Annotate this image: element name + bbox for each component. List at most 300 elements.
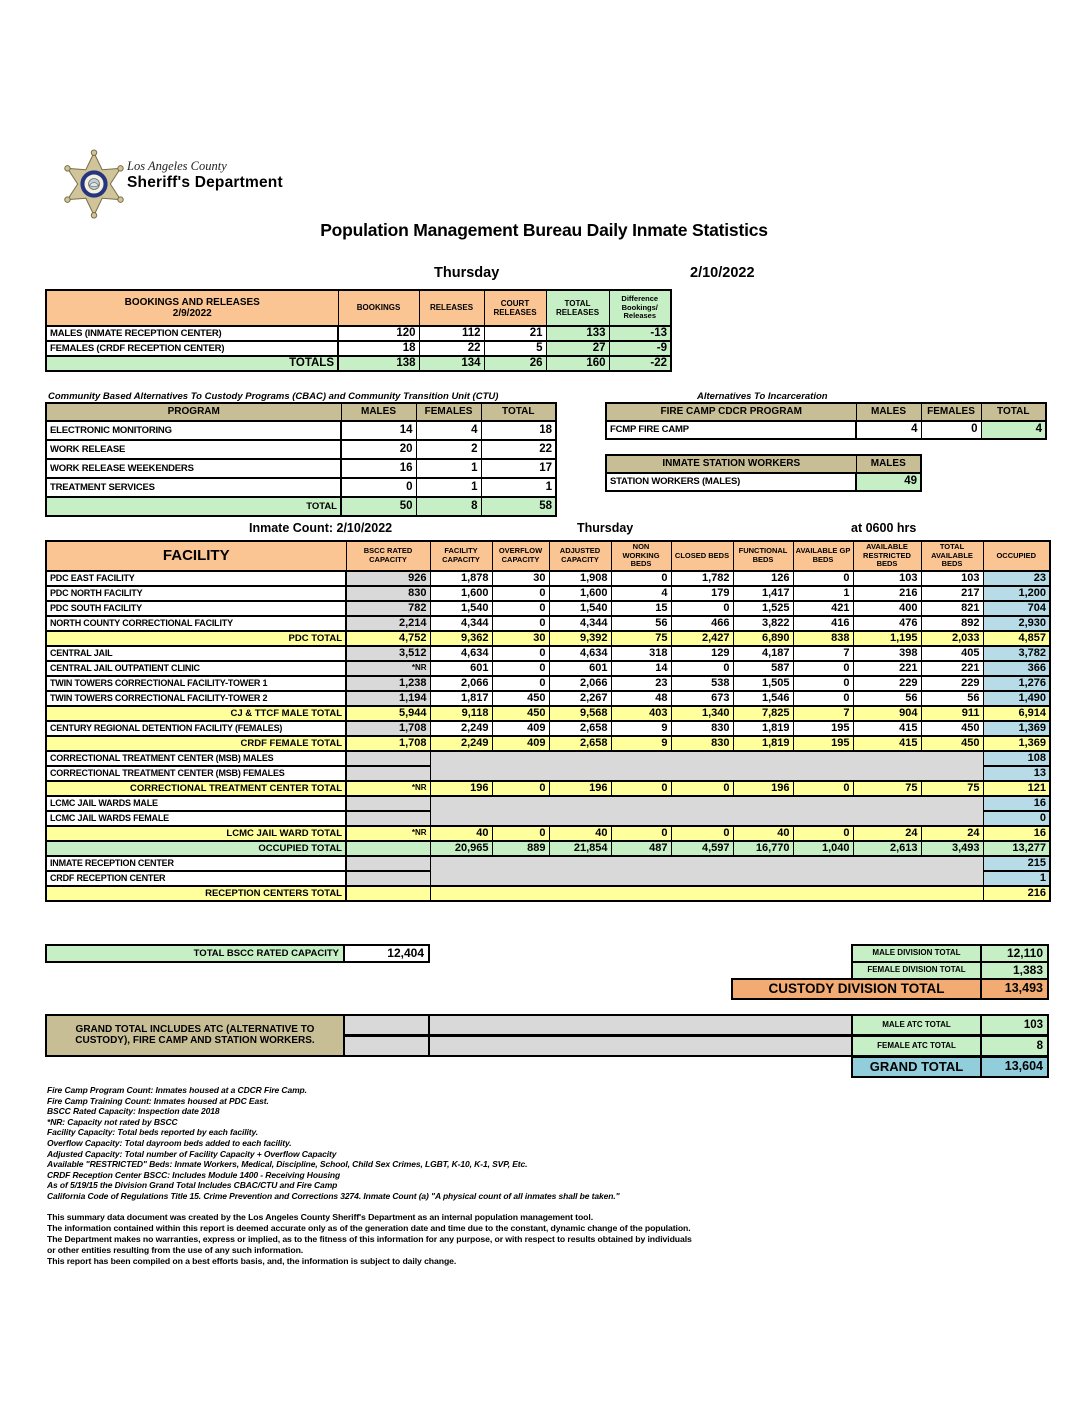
column-header: FACILITY CAPACITY bbox=[430, 541, 492, 571]
cell: 229 bbox=[921, 676, 983, 691]
cell: 133 bbox=[546, 326, 609, 341]
cell: 22 bbox=[419, 341, 484, 356]
cell: 108 bbox=[983, 751, 1050, 766]
row-label: CORRECTIONAL TREATMENT CENTER TOTAL bbox=[46, 781, 346, 796]
table-row bbox=[46, 646, 1050, 661]
row-label: CRDF RECEPTION CENTER bbox=[46, 871, 346, 886]
table-row bbox=[46, 661, 1050, 676]
female-division-total-value: 1,383 bbox=[980, 961, 1049, 980]
cell: 0 bbox=[492, 586, 549, 601]
row-label: FCMP FIRE CAMP bbox=[606, 421, 856, 439]
cell: 75 bbox=[921, 781, 983, 796]
table-row bbox=[606, 473, 921, 491]
row-label: CENTRAL JAIL OUTPATIENT CLINIC bbox=[46, 661, 346, 676]
cell: 195 bbox=[793, 736, 853, 751]
table-row bbox=[606, 421, 1046, 439]
column-header: AVAILABLE GP BEDS bbox=[793, 541, 853, 571]
cell: 5,944 bbox=[346, 706, 430, 721]
inmate-count-weekday: Thursday bbox=[577, 521, 634, 535]
table-row bbox=[46, 856, 1050, 871]
cbac-table bbox=[45, 402, 557, 517]
cell: 8 bbox=[416, 497, 481, 516]
female-atc-total-label: FEMALE ATC TOTAL bbox=[851, 1035, 982, 1057]
cell: 3,512 bbox=[346, 646, 430, 661]
table-row bbox=[46, 751, 1050, 766]
cell: -13 bbox=[609, 326, 671, 341]
cell: 1,340 bbox=[671, 706, 733, 721]
cell: 9,392 bbox=[549, 631, 611, 646]
cell: 538 bbox=[671, 676, 733, 691]
cell: 5 bbox=[484, 341, 546, 356]
table-row bbox=[46, 341, 671, 356]
text-line: Overflow Capacity: Total dayroom beds added to each facility. bbox=[47, 1137, 292, 1148]
column-header: OCCUPIED bbox=[983, 541, 1050, 571]
page-title: Population Management Bureau Daily Inmate Statistics bbox=[320, 220, 768, 240]
cell: 2,249 bbox=[430, 721, 492, 736]
cell: 4 bbox=[416, 421, 481, 440]
row-label: STATION WORKERS (MALES) bbox=[606, 473, 856, 491]
cell: 1,708 bbox=[346, 736, 430, 751]
cell bbox=[346, 766, 430, 781]
column-header: FIRE CAMP CDCR PROGRAM bbox=[606, 403, 856, 421]
cell: 0 bbox=[671, 601, 733, 616]
cell: 450 bbox=[492, 691, 549, 706]
cbac-section-title: Community Based Alternatives To Custody Programs (CBAC) and Community Transition Unit (CTU) bbox=[48, 391, 499, 402]
cell: 2,267 bbox=[549, 691, 611, 706]
cell: 126 bbox=[733, 571, 793, 586]
total-bscc-capacity-value: 12,404 bbox=[343, 944, 430, 963]
cell: 1,878 bbox=[430, 571, 492, 586]
cell: 216 bbox=[853, 586, 921, 601]
facility-table bbox=[45, 540, 1051, 902]
text-line: This report has been compiled on a best efforts basis, and, the information is subject to daily change. bbox=[47, 1256, 457, 1266]
cell: 14 bbox=[341, 421, 416, 440]
cell: 0 bbox=[793, 781, 853, 796]
logo-county: Los Angeles County bbox=[127, 159, 227, 173]
cell: 889 bbox=[492, 841, 549, 856]
row-label: TWIN TOWERS CORRECTIONAL FACILITY-TOWER 1 bbox=[46, 676, 346, 691]
cell: 0 bbox=[492, 676, 549, 691]
cell: 4,634 bbox=[549, 646, 611, 661]
cell: 22 bbox=[481, 440, 556, 459]
cell: 1,200 bbox=[983, 586, 1050, 601]
cell: 830 bbox=[671, 736, 733, 751]
cell: 20,965 bbox=[430, 841, 492, 856]
cell: 4,344 bbox=[430, 616, 492, 631]
cell: 179 bbox=[671, 586, 733, 601]
male-division-total-label: MALE DIVISION TOTAL bbox=[851, 944, 982, 963]
text-line: Fire Camp Training Count: Inmates housed at PDC East. bbox=[47, 1095, 269, 1106]
cell: 892 bbox=[921, 616, 983, 631]
cell: 1 bbox=[793, 586, 853, 601]
column-header: COURT RELEASES bbox=[484, 290, 546, 326]
cell: 16 bbox=[341, 459, 416, 478]
table-row bbox=[46, 478, 556, 497]
text-line: CRDF Reception Center BSCC: Includes Module 1400 - Receiving Housing bbox=[47, 1169, 341, 1180]
cell: 1,817 bbox=[430, 691, 492, 706]
cell: 120 bbox=[338, 326, 419, 341]
row-label: CENTURY REGIONAL DETENTION FACILITY (FEMALES) bbox=[46, 721, 346, 736]
cell: 27 bbox=[546, 341, 609, 356]
text-line: BSCC Rated Capacity: Inspection date 2018 bbox=[47, 1106, 220, 1117]
table-row bbox=[46, 691, 1050, 706]
cell: 926 bbox=[346, 571, 430, 586]
cell: 821 bbox=[921, 601, 983, 616]
grand-total-label: GRAND TOTAL bbox=[851, 1056, 982, 1078]
cell: 121 bbox=[983, 781, 1050, 796]
text-line: Fire Camp Program Count: Inmates housed at a CDCR Fire Camp. bbox=[47, 1085, 307, 1095]
cell: 1,819 bbox=[733, 721, 793, 736]
cell: 1,194 bbox=[346, 691, 430, 706]
column-header: FUNCTIONAL BEDS bbox=[733, 541, 793, 571]
cell: 75 bbox=[853, 781, 921, 796]
cell: 4 bbox=[981, 421, 1046, 439]
cell: 904 bbox=[853, 706, 921, 721]
column-header: FEMALES bbox=[416, 403, 481, 421]
cell: 409 bbox=[492, 736, 549, 751]
cell: 4,857 bbox=[983, 631, 1050, 646]
column-header: Difference Bookings/ Releases bbox=[609, 290, 671, 326]
table-row bbox=[46, 781, 1050, 796]
text-line: *NR: Capacity not rated by BSCC bbox=[47, 1116, 178, 1127]
cell: 0 bbox=[793, 571, 853, 586]
cell: 0 bbox=[671, 661, 733, 676]
cell: 476 bbox=[853, 616, 921, 631]
table-row bbox=[46, 421, 556, 440]
cell: 7 bbox=[793, 706, 853, 721]
table-row bbox=[46, 571, 1050, 586]
cell bbox=[430, 856, 983, 886]
logo-text bbox=[127, 160, 283, 191]
column-header: RELEASES bbox=[419, 290, 484, 326]
cell: 1,708 bbox=[346, 721, 430, 736]
cell bbox=[346, 886, 430, 901]
text-line: As of 5/19/15 the Division Grand Total Includes CBAC/CTU and Fire Camp bbox=[47, 1180, 338, 1191]
cell: 217 bbox=[921, 586, 983, 601]
cell: 221 bbox=[853, 661, 921, 676]
cell: 3,493 bbox=[921, 841, 983, 856]
cell: 415 bbox=[853, 736, 921, 751]
cell: 830 bbox=[671, 721, 733, 736]
table-row bbox=[46, 356, 671, 371]
cell: 405 bbox=[921, 646, 983, 661]
column-header: TOTAL RELEASES bbox=[546, 290, 609, 326]
cell: 2 bbox=[416, 440, 481, 459]
cell: 129 bbox=[671, 646, 733, 661]
inmate-count-label: Inmate Count: 2/10/2022 bbox=[249, 521, 393, 535]
cell: 0 bbox=[492, 646, 549, 661]
cell: 3,782 bbox=[983, 646, 1050, 661]
male-atc-total-value: 103 bbox=[980, 1014, 1049, 1036]
cell bbox=[346, 751, 430, 766]
cell: -22 bbox=[609, 356, 671, 371]
cell: 216 bbox=[983, 886, 1050, 901]
row-label: TOTALS bbox=[46, 356, 338, 371]
row-label: PDC TOTAL bbox=[46, 631, 346, 646]
cell: 4,597 bbox=[671, 841, 733, 856]
cell bbox=[346, 796, 430, 811]
cell: 30 bbox=[492, 631, 549, 646]
report-date: 2/10/2022 bbox=[690, 265, 755, 281]
column-header: CLOSED BEDS bbox=[671, 541, 733, 571]
row-label: LCMC JAIL WARDS FEMALE bbox=[46, 811, 346, 826]
cbac-header-row bbox=[46, 403, 556, 421]
cell: 0 bbox=[492, 826, 549, 841]
cell: 40 bbox=[733, 826, 793, 841]
cell: 398 bbox=[853, 646, 921, 661]
cell: 13,277 bbox=[983, 841, 1050, 856]
cell: 0 bbox=[793, 661, 853, 676]
cell bbox=[430, 796, 983, 826]
cell: 1,195 bbox=[853, 631, 921, 646]
cell: 196 bbox=[549, 781, 611, 796]
row-label: TREATMENT SERVICES bbox=[46, 478, 341, 497]
cell: 1,782 bbox=[671, 571, 733, 586]
table-row bbox=[46, 676, 1050, 691]
column-header: PROGRAM bbox=[46, 403, 341, 421]
cell: 673 bbox=[671, 691, 733, 706]
cell: 911 bbox=[921, 706, 983, 721]
cell: 160 bbox=[546, 356, 609, 371]
table-row bbox=[46, 616, 1050, 631]
cell: 7,825 bbox=[733, 706, 793, 721]
text-line: This summary data document was created by the Los Angeles County Sheriff's Department as an internal population management tool. bbox=[47, 1212, 594, 1222]
cell: 1 bbox=[416, 478, 481, 497]
empty-cell bbox=[343, 1035, 430, 1057]
cell: 4,634 bbox=[430, 646, 492, 661]
cell: 9 bbox=[611, 736, 671, 751]
cell: 416 bbox=[793, 616, 853, 631]
cell: 0 bbox=[671, 781, 733, 796]
row-label: WORK RELEASE WEEKENDERS bbox=[46, 459, 341, 478]
sheriff-star-logo bbox=[60, 147, 128, 221]
cell: 782 bbox=[346, 601, 430, 616]
text-line: California Code of Regulations Title 15. Crime Prevention and Corrections 3274. Inmate Count (a) "A physical count of all inmates shall be taken." bbox=[47, 1190, 620, 1201]
cell: 6,890 bbox=[733, 631, 793, 646]
cell: 704 bbox=[983, 601, 1050, 616]
cell: 0 bbox=[983, 811, 1050, 826]
cell: 4,187 bbox=[733, 646, 793, 661]
cell: 0 bbox=[671, 826, 733, 841]
female-division-total-label: FEMALE DIVISION TOTAL bbox=[851, 961, 982, 980]
table-row bbox=[46, 721, 1050, 736]
cell: 1,490 bbox=[983, 691, 1050, 706]
male-atc-total-label: MALE ATC TOTAL bbox=[851, 1014, 982, 1036]
cell: 2,613 bbox=[853, 841, 921, 856]
cell: 9,362 bbox=[430, 631, 492, 646]
cell: 18 bbox=[338, 341, 419, 356]
logo-department: Sheriff's Department bbox=[127, 173, 283, 191]
cell: 20 bbox=[341, 440, 416, 459]
row-label: TOTAL bbox=[46, 497, 341, 516]
cell: 421 bbox=[793, 601, 853, 616]
cell: 56 bbox=[611, 616, 671, 631]
table-row bbox=[46, 826, 1050, 841]
cell: 1,540 bbox=[549, 601, 611, 616]
cell: 0 bbox=[492, 601, 549, 616]
cell: 196 bbox=[430, 781, 492, 796]
cell: 229 bbox=[853, 676, 921, 691]
cell: 415 bbox=[853, 721, 921, 736]
bookings-header-row bbox=[46, 290, 671, 326]
cell: 400 bbox=[853, 601, 921, 616]
column-header: OVERFLOW CAPACITY bbox=[492, 541, 549, 571]
cell: 830 bbox=[346, 586, 430, 601]
cell: 138 bbox=[338, 356, 419, 371]
cell: 21,854 bbox=[549, 841, 611, 856]
cell: 1,908 bbox=[549, 571, 611, 586]
cell: 318 bbox=[611, 646, 671, 661]
cell: 487 bbox=[611, 841, 671, 856]
cell: 0 bbox=[611, 826, 671, 841]
cell: 196 bbox=[733, 781, 793, 796]
table-row bbox=[46, 586, 1050, 601]
row-label: ELECTRONIC MONITORING bbox=[46, 421, 341, 440]
cell: 7 bbox=[793, 646, 853, 661]
cell: 1 bbox=[481, 478, 556, 497]
cell: *NR bbox=[346, 781, 430, 796]
row-label: TWIN TOWERS CORRECTIONAL FACILITY-TOWER 2 bbox=[46, 691, 346, 706]
text-line: Adjusted Capacity: Total number of Facility Capacity + Overflow Capacity bbox=[47, 1148, 337, 1159]
cell bbox=[346, 856, 430, 871]
cell: 4 bbox=[611, 586, 671, 601]
grand-total-value: 13,604 bbox=[980, 1056, 1049, 1078]
empty-cell bbox=[428, 1035, 853, 1057]
cell: 450 bbox=[921, 736, 983, 751]
row-label: CRDF FEMALE TOTAL bbox=[46, 736, 346, 751]
row-label: FEMALES (CRDF RECEPTION CENTER) bbox=[46, 341, 338, 356]
column-header: MALES bbox=[341, 403, 416, 421]
cell: 4 bbox=[856, 421, 921, 439]
cell: 1,546 bbox=[733, 691, 793, 706]
cell: 1,540 bbox=[430, 601, 492, 616]
table-row bbox=[46, 601, 1050, 616]
cell: 366 bbox=[983, 661, 1050, 676]
column-header: FEMALES bbox=[921, 403, 981, 421]
cell: 1,238 bbox=[346, 676, 430, 691]
row-label: RECEPTION CENTERS TOTAL bbox=[46, 886, 346, 901]
cell: 601 bbox=[430, 661, 492, 676]
footnotes bbox=[47, 1085, 620, 1202]
cell: 18 bbox=[481, 421, 556, 440]
grand-total-note: GRAND TOTAL INCLUDES ATC (ALTERNATIVE TO CUSTODY), FIRE CAMP AND STATION WORKERS. bbox=[45, 1014, 345, 1057]
cell: 0 bbox=[492, 661, 549, 676]
text-line: The information contained within this report is deemed accurate only as of the generation date and time due to the constant, dynamic change of the population. bbox=[47, 1223, 691, 1233]
cell: 24 bbox=[921, 826, 983, 841]
cell: 2,066 bbox=[430, 676, 492, 691]
cell: 56 bbox=[921, 691, 983, 706]
column-header: TOTAL AVAILABLE BEDS bbox=[921, 541, 983, 571]
cell: 14 bbox=[611, 661, 671, 676]
table-row bbox=[46, 440, 556, 459]
cell: 16,770 bbox=[733, 841, 793, 856]
text-line: or other entities resulting from the use of any such information. bbox=[47, 1245, 304, 1255]
bookings-table bbox=[45, 289, 672, 372]
text-line: Facility Capacity: Total beds reported by each facility. bbox=[47, 1127, 259, 1138]
female-atc-total-value: 8 bbox=[980, 1035, 1049, 1057]
cell: 0 bbox=[793, 676, 853, 691]
disclaimer bbox=[47, 1212, 692, 1267]
custody-division-total-value: 13,493 bbox=[980, 978, 1049, 1000]
cell: 2,658 bbox=[549, 736, 611, 751]
cell: 9,568 bbox=[549, 706, 611, 721]
cell: 26 bbox=[484, 356, 546, 371]
cell: 2,249 bbox=[430, 736, 492, 751]
column-header: ADJUSTED CAPACITY bbox=[549, 541, 611, 571]
column-header: MALES bbox=[856, 403, 921, 421]
ati-section-title: Alternatives To Incarceration bbox=[697, 391, 828, 402]
cell bbox=[346, 811, 430, 826]
table-row bbox=[46, 326, 671, 341]
column-header: MALES bbox=[856, 455, 921, 473]
cell: 0 bbox=[793, 826, 853, 841]
row-label: CENTRAL JAIL bbox=[46, 646, 346, 661]
cell: *NR bbox=[346, 826, 430, 841]
cell: 23 bbox=[983, 571, 1050, 586]
cell: 134 bbox=[419, 356, 484, 371]
cell: 48 bbox=[611, 691, 671, 706]
cell: 2,033 bbox=[921, 631, 983, 646]
column-header: TOTAL bbox=[981, 403, 1046, 421]
column-header: TOTAL bbox=[481, 403, 556, 421]
row-label: CORRECTIONAL TREATMENT CENTER (MSB) FEMALES bbox=[46, 766, 346, 781]
cell: 215 bbox=[983, 856, 1050, 871]
cell bbox=[346, 841, 430, 856]
cell: 6,914 bbox=[983, 706, 1050, 721]
cell: 56 bbox=[853, 691, 921, 706]
row-label: PDC SOUTH FACILITY bbox=[46, 601, 346, 616]
cell: 103 bbox=[921, 571, 983, 586]
row-label: NORTH COUNTY CORRECTIONAL FACILITY bbox=[46, 616, 346, 631]
cell: 15 bbox=[611, 601, 671, 616]
text-line: Available "RESTRICTED" Beds: Inmate Workers, Medical, Discipline, School, Child Sex Crimes, LGBT, K-10, K-1, SVP, Etc. bbox=[47, 1159, 528, 1170]
cell: 1,369 bbox=[983, 736, 1050, 751]
column-header: FACILITY bbox=[46, 541, 346, 571]
cell: 587 bbox=[733, 661, 793, 676]
cell: 1,600 bbox=[549, 586, 611, 601]
row-label: LCMC JAIL WARDS MALE bbox=[46, 796, 346, 811]
table-row bbox=[46, 736, 1050, 751]
total-bscc-capacity-label: TOTAL BSCC RATED CAPACITY bbox=[45, 944, 345, 963]
cell: 2,214 bbox=[346, 616, 430, 631]
cell: 0 bbox=[492, 616, 549, 631]
report-weekday: Thursday bbox=[434, 265, 500, 281]
cell: 1,369 bbox=[983, 721, 1050, 736]
cell: 0 bbox=[341, 478, 416, 497]
fire-camp-table bbox=[605, 402, 1047, 440]
row-label: PDC EAST FACILITY bbox=[46, 571, 346, 586]
column-header: INMATE STATION WORKERS bbox=[606, 455, 856, 473]
row-label: LCMC JAIL WARD TOTAL bbox=[46, 826, 346, 841]
cell: 9 bbox=[611, 721, 671, 736]
table-row bbox=[46, 459, 556, 478]
bookings-title-cell bbox=[46, 290, 338, 326]
cell: 0 bbox=[921, 421, 981, 439]
cell: 601 bbox=[549, 661, 611, 676]
cell bbox=[346, 871, 430, 886]
cell: 1,600 bbox=[430, 586, 492, 601]
empty-cell bbox=[343, 1014, 430, 1036]
cell: -9 bbox=[609, 341, 671, 356]
cell: 21 bbox=[484, 326, 546, 341]
cell: 450 bbox=[492, 706, 549, 721]
cell: 221 bbox=[921, 661, 983, 676]
cell: 17 bbox=[481, 459, 556, 478]
cell: 466 bbox=[671, 616, 733, 631]
cell: 1 bbox=[983, 871, 1050, 886]
table-row bbox=[46, 706, 1050, 721]
cell: 450 bbox=[921, 721, 983, 736]
